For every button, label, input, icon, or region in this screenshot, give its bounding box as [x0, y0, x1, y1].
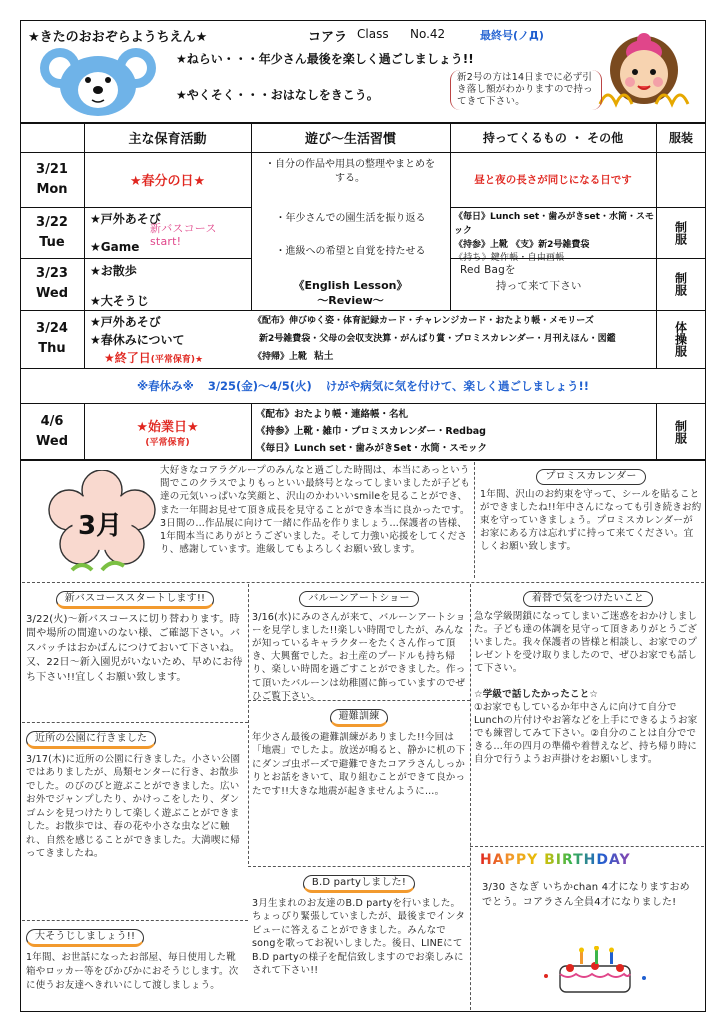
class-label: Class	[357, 27, 389, 41]
promise-text: ★やくそく・・・おはなしをきこう。	[176, 88, 379, 102]
birthday-party-section	[252, 870, 466, 1015]
park-trip-title: 近所の公園に行きました	[26, 731, 156, 749]
bring-line: 新2号雑費袋・父母の会収支決算・がんばり賞・プロミスカレンダー・月刊えほん・図鑑	[259, 334, 616, 344]
date: 3/23	[36, 266, 68, 281]
notes-text: 急な学級閉鎖になってしまいご迷惑をおかけしました。子ども達の体調を見守って頂きありがとうございました。我々保護者の皆様と相談し、お家でのプレゼントを受け取りましたので、ぜひお家でも話して下さい。	[474, 610, 698, 674]
happy-birthday-banner	[480, 852, 631, 868]
english-review: ～Review～	[317, 294, 384, 307]
date-3-24	[20, 310, 84, 368]
bring-3-24	[253, 312, 655, 366]
evacuation-drill-text: 年少さん最後の避難訓練がありました!!今回は「地震」でしたよ。放送が鳴ると、静かに机の下にダンゴ虫ポーズで避難できたコアラさんしっかりとお話をきいて、取り組むことができて良かったです!!大きな地震が起きませんように…。	[252, 731, 466, 797]
promise-calendar-title: プロミスカレンダー	[536, 469, 645, 485]
weekday: Wed	[36, 433, 68, 449]
dress-3-24: 体操服	[673, 321, 688, 357]
last-issue-label: 最終号(ノД)	[480, 29, 544, 42]
bring-note: 粘土	[314, 351, 334, 362]
col-header-dress: 服装	[668, 131, 693, 145]
date-3-23	[20, 258, 84, 310]
start-day: ★始業日★	[136, 419, 199, 435]
cake-illustration	[540, 946, 650, 998]
bus-course-text: 3/22(火)～新バスコースに切り替わります。時間や場所の間違いのない様、ご確認下さい。バスバッチはおかばんにつけておいて下さいね。又、22日～新入園児がいないため、早めにお待ち下さい!!宜しくお願い致します。	[26, 613, 243, 683]
birthday-banner-text: HAPPY BIRTHDAY	[480, 852, 631, 868]
birthday-party-text: 3月生まれのお友達のB.D partyを行いました。ちょっぴり緊張していましたが、最後までインタビューに答えることができました。みんなでsongを歌ってお祝いしました。後日、LINEにてB.D partyの様子を配信致しますのでお楽しみにされて下さい!!	[252, 897, 466, 976]
koala-illustration	[38, 44, 158, 120]
start-day-note: (平常保育)	[145, 437, 190, 448]
col-header-bring: 持ってくるもの ・ その他	[482, 131, 624, 145]
dress-3-23: 制服	[673, 272, 688, 296]
bring-4-6	[256, 406, 654, 457]
activity-3-23-1: ★お散歩	[90, 264, 137, 278]
activity-3-24-3	[104, 349, 203, 366]
activity-3-24-1: ★戸外あそび	[90, 315, 161, 329]
notes-subtitle: ☆学級で話したかったこと☆	[474, 688, 599, 700]
date: 4/6	[40, 413, 64, 429]
bring-line: 《配布》おたより帳・連絡帳・名札	[256, 409, 409, 420]
bring-note: 持って来て下さい	[496, 280, 582, 292]
vacation-label: ※春休み※	[136, 378, 194, 393]
vacation-message: けがや病気に気を付けて、楽しく過ごしましょう!!	[325, 378, 590, 393]
date: 3/21	[36, 161, 68, 177]
bring-line	[253, 348, 655, 366]
date-4-6	[20, 403, 84, 460]
notes-title: 着替で気をつけたいこと	[523, 591, 653, 607]
balloon-show-title: バルーンアートショー	[299, 591, 418, 607]
vacation-dates: 3/25(金)～4/5(火)	[207, 378, 312, 393]
bring-line: 《持参》上靴 《支》新2号雑費袋	[454, 240, 590, 250]
dress-4-6: 制服	[673, 419, 688, 444]
class-name: コアラ	[308, 30, 348, 45]
weekday: Wed	[36, 286, 68, 301]
habit-2: ・年少さんでの園生活を振り返る	[275, 213, 426, 224]
park-trip-section	[26, 726, 244, 925]
bring-line: 《毎日》Lunch set・歯みがきSet・水筒・スモック	[256, 443, 487, 454]
bring-line: 《持ち》鍵作帳・自由画帳	[454, 253, 565, 263]
notes-text-2: ①お家でもしているか年中さんに向けて自分でLunchの片付けやお箸などを上手にできるようお家でも練習してみて下さい。②自分のことは自分でできる…年の四月の準備や着替えなど、持ち帰り時に自分で行うようお声掛けをお願いします。	[474, 701, 698, 765]
balloon-show-text: 3/16(水)にみのさんが来て、バルーンアートショーを見学しました!!楽しい時間でしたが、みんなが知っているキャラクターをたくさん作って頂き、大興奮でした。お土産のプードルも持ち帰り、楽しい時間を過ごすことができました。作って頂いたバルーンは幼稚園に飾っていますのでぜひご覧下さい。	[252, 611, 466, 702]
habits-column	[251, 152, 450, 310]
weekday: Mon	[36, 181, 68, 197]
bus-course-section	[26, 586, 244, 725]
notes-section	[474, 586, 702, 845]
closing-day: ★終了日	[104, 351, 151, 365]
date: 3/24	[36, 321, 68, 336]
activity-3-22-2: ★Game	[90, 240, 140, 254]
school-name: ★きたのおおぞらようちえん★	[28, 30, 208, 45]
bring-line: 《配布》伸びゆく姿・体育記録カード・チャレンジカード・おたより帳・メモリーズ	[253, 316, 594, 326]
activity-3-23-2: ★大そうじ	[90, 294, 149, 308]
date-3-21	[20, 152, 84, 207]
bring-note: Red Bagを	[460, 264, 516, 276]
issue-number: No.42	[410, 27, 446, 41]
bring-3-23	[460, 262, 650, 294]
closing-day-note: (平常保育)★	[150, 355, 204, 365]
dress-3-22: 制服	[673, 220, 688, 245]
park-trip-text: 3/17(木)に近所の公園に行きました。小さい公園ではありましたが、鳥類センターに行き、お散歩でした。のびのびと遊ぶことができました。広いお外でジャンプしたり、かけっこをしたり、ダンゴムシを見つけたりして楽しく遊ぶことができました。お散歩では、春の花や小さな虫などに触れ、自然を感じることができました。大満喫に帰ってきましたね。	[26, 753, 241, 859]
cleaning-text: 1年間、お世話になったお部屋、毎日使用した靴箱やロッカー等をぴかぴかにおそうじします。次に使うお友達へきれいにして渡しましょう。	[26, 951, 239, 991]
date: 3/22	[36, 214, 68, 230]
habit-1: ・自分の作品や用具の整理やまとめをする。	[265, 159, 435, 184]
activity-3-22-1: ★戸外あそび	[90, 212, 161, 226]
bring-3-22	[454, 210, 654, 265]
weekday: Tue	[39, 234, 65, 250]
balloon-show-section	[252, 586, 466, 703]
cleaning-title: 大そうじしましょう!!	[26, 929, 144, 947]
evacuation-drill-section	[252, 704, 466, 867]
intro-text: 大好きなコアラグループのみんなと過ごした時間は、本当にあっという間でこのクラスでよりもっといい最終号となってしまいましたが子ども達の元気いっぱいな笑顔と、沢山のかわいいsmileを見ることができ、また一年間お見せて頂き成長を見守ることができ本当に良かったです。3日間の…作品展に向けて一緒に作品を作りましょう…保護者の皆様、1年間本当にありがとうございました。そして力強い応援をしてくださり、感謝しています。進級してもよろしくお願い致します。	[160, 465, 471, 556]
month-badge: 3月	[78, 511, 123, 541]
activity-3-21: ★春分の日★	[129, 174, 206, 189]
date-3-22	[20, 207, 84, 258]
activity-3-24-2: ★春休みについて	[90, 333, 185, 347]
evacuation-drill-title: 避難訓練	[330, 709, 389, 727]
birthday-party-title: B.D partyしました!	[303, 875, 415, 893]
vacation-row	[20, 368, 706, 403]
promise-calendar-text: 1年間、沢山のお約束を守って、シールを貼ることができましたね!!年中さんになっても引き続きお約束を守っていきましょう。プロミスカレンダーがお家にある方は忘れずに持って来てください。宜しくお願い致します。	[480, 488, 702, 553]
weekday: Thu	[38, 341, 66, 356]
cleaning-section	[26, 924, 244, 1013]
bring-text: 《持帰》上靴	[253, 352, 308, 362]
col-header-habits: 遊び～生活習慣	[304, 132, 396, 147]
birthday-text: 3/30 さなぎ いちかchan 4才になりますおめでとう。コアラさん全員4才になりました!	[482, 882, 690, 908]
habit-3: ・進級への希望と自覚を持たせる	[275, 246, 426, 257]
header-note: 新2号の方は14日までに必ず引き落し額がわかりますので持ってきて下さい。	[450, 70, 602, 110]
english-lesson: 《English Lesson》	[293, 279, 408, 292]
activity-4-6	[84, 403, 251, 460]
col-header-activity: 主な保育活動	[128, 132, 207, 147]
bring-line: 《毎日》Lunch set・歯みがきset・水筒・スモック	[454, 212, 654, 236]
aim-text: ★ねらい・・・年少さん最後を楽しく過ごしましょう!!	[176, 52, 474, 66]
bring-3-21: 昼と夜の長さが同じになる日です	[474, 174, 632, 186]
girl-illustration	[588, 26, 700, 118]
bus-course-title: 新バスコーススタートします!!	[56, 591, 215, 609]
bus-start-note: 新バスコース start!	[150, 222, 217, 248]
promise-calendar-section	[480, 464, 702, 584]
bring-line: 《持参》上靴・雑巾・プロミスカレンダー・Redbag	[256, 426, 486, 437]
